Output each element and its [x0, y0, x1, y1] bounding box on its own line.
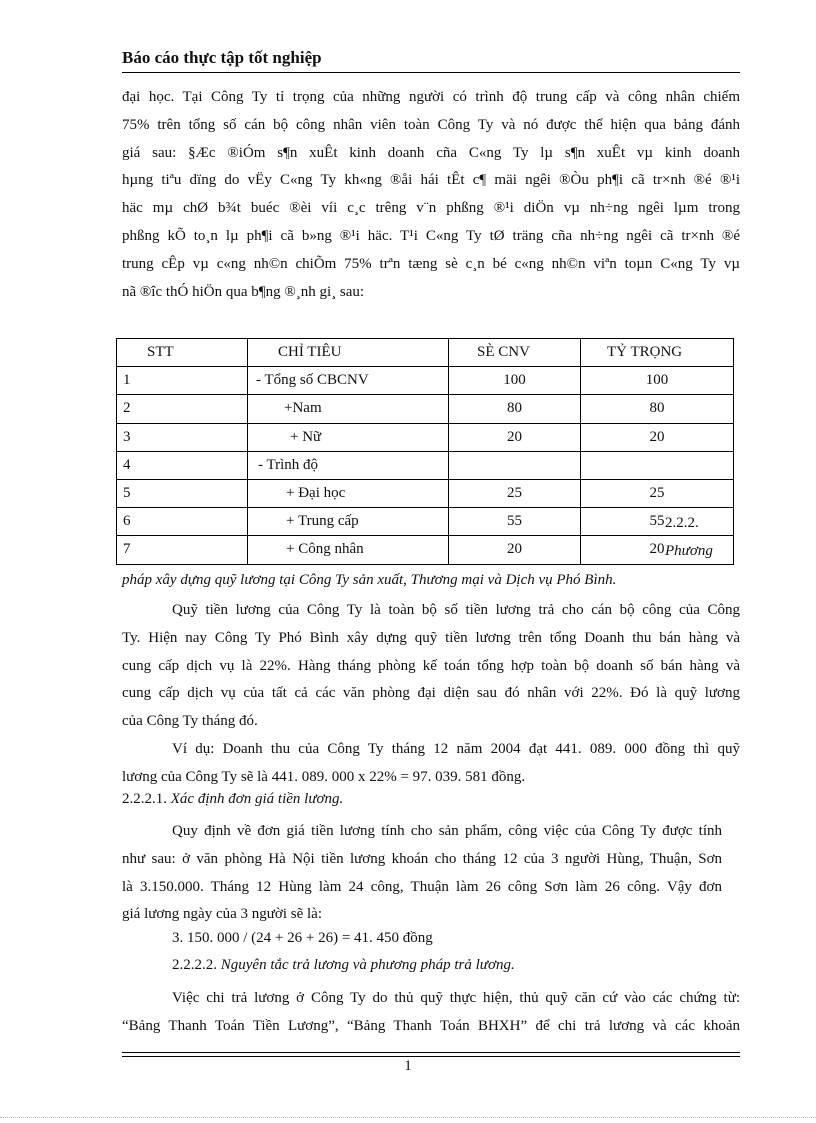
table-cell: 20: [449, 536, 581, 564]
table-cell: 5: [117, 479, 248, 507]
table-cell: 55: [449, 508, 581, 536]
table-cell: 20: [581, 536, 734, 564]
table-row: [117, 423, 734, 451]
table-cell: + Nữ: [248, 423, 449, 451]
footer-rule: [122, 1052, 740, 1053]
header-cell: CHỈ TIÊU: [248, 339, 449, 367]
table-cell: 20: [449, 423, 581, 451]
text-line: đại học. Tại Công Ty tỉ trọng của những người có trình độ trung cấp và công nhân chiếm: [122, 89, 740, 105]
text-line: hµng tiªu dïng do vËy C«ng Ty kh«ng ®åi hái tÊt c¶ mäi ngêi ®Òu ph¶i cã tr×nh ®é ®¹i: [122, 172, 740, 189]
text-line: cung cấp dịch vụ của tất cả các văn phòng đại diện sau đó nhân với 22%. Đó là quỹ lương: [122, 685, 740, 702]
text-line: häc mµ chØ b¾t buéc ®èi víi c¸c trêng v¨n phßng ®¹i diÖn vµ nh÷ng ngêi lµm trong: [122, 200, 740, 217]
table-cell: 25: [449, 479, 581, 507]
text-line: Ví dụ: Doanh thu của Công Ty tháng 12 năm 2004 đạt 441. 089. 000 đồng thì quỹ: [172, 741, 740, 757]
table-cell: 2: [117, 395, 248, 423]
text-line: là 3.150.000. Tháng 12 Hùng làm 24 công, Thuận làm 26 công Sơn làm 26 công. Vậy đơn: [122, 878, 722, 895]
table-row: [117, 536, 734, 564]
text-line: giá lương ngày của 3 người sẽ là:: [122, 906, 322, 923]
staff-structure-table: [116, 338, 734, 565]
subsection-title: Xác định đơn giá tiền lương.: [170, 791, 344, 807]
section-title-continued: pháp xây dựng quỹ lương tại Công Ty sản xuất, Thương mại và Dịch vụ Phó Bình.: [122, 572, 617, 588]
table-cell: + Trung cấp: [248, 508, 449, 536]
text-line: phßng kÕ to¸n lµ ph¶i cã b»ng ®¹i häc. T¹i C«ng Ty tØ träng cña nh÷ng ngêi cã tr×nh ®é: [122, 227, 740, 244]
table-cell: 80: [581, 395, 734, 423]
text-line: 75% trên tổng số cán bộ công nhân viên toàn Công Ty và nó được thể hiện qua bảng đánh: [122, 116, 740, 133]
subsection-number: 2.2.2.2.: [172, 957, 217, 973]
table-cell: 7: [117, 536, 248, 564]
page-number: 1: [404, 1058, 412, 1074]
table-row: [117, 508, 734, 536]
subsection-heading: [122, 791, 343, 808]
table-cell: 6: [117, 508, 248, 536]
paragraph-example: [122, 736, 740, 792]
header-rule: [122, 72, 740, 73]
text-line: giá sau: §Æc ®iÓm s¶n xuÊt kinh doanh cña C«ng Ty lµ s¶n xuÊt vµ kinh doanh: [122, 144, 740, 161]
table-cell: +Nam: [248, 395, 449, 423]
text-line: của Công Ty tháng đó.: [122, 713, 258, 730]
subsection-title: Nguyên tắc trả lương và phương pháp trả lương.: [220, 957, 515, 973]
table-row: [117, 479, 734, 507]
header-cell: SÈ CNV: [449, 339, 581, 367]
header-cell: STT: [117, 339, 248, 367]
text-line: nã ®îc thÓ hiÖn qua b¶ng ®¸nh gi¸ sau:: [122, 283, 365, 300]
text-line: “Bảng Thanh Toán Tiền Lương”, “Bảng Thanh Toán BHXH” để chi trả lương và các khoản: [122, 1017, 740, 1034]
section-title-part: Phương: [665, 543, 713, 559]
subsection-heading: [172, 957, 515, 974]
table-cell: 55: [581, 508, 734, 536]
table-cell: 100: [449, 367, 581, 395]
formula-line: 3. 150. 000 / (24 + 26 + 26) = 41. 450 đồng: [172, 930, 433, 946]
table-cell: 3: [117, 423, 248, 451]
table-header-row: [117, 339, 734, 367]
table-cell: [581, 451, 734, 479]
paragraph-payment: [122, 985, 740, 1041]
text-line: trung cÊp vµ c«ng nh©n chiÕm 75% trªn tæng sè c¸n bé c«ng nh©n viªn toµn C«ng Ty vµ: [122, 255, 740, 272]
paragraph-salary-fund: [122, 597, 740, 736]
text-line: Quỹ tiền lương của Công Ty là toàn bộ số tiền lương trả cho cán bộ công của Công: [172, 602, 740, 618]
table-cell: 1: [117, 367, 248, 395]
text-line: cung cấp dịch vụ là 22%. Hàng tháng phòng kế toán tổng hợp toàn bộ doanh số bán hàng và: [122, 657, 740, 674]
header-cell: TỶ TRỌNG: [581, 339, 734, 367]
text-line: Việc chi trả lương ở Công Ty do thủ quỹ thực hiện, thủ quỹ căn cứ vào các chứng từ:: [172, 990, 740, 1006]
table-row: [117, 451, 734, 479]
table-cell: + Công nhân: [248, 536, 449, 564]
text-line: Ty. Hiện nay Công Ty Phó Bình xây dựng quỹ tiền lương trên tổng Doanh thu bán hàng và: [122, 629, 740, 646]
table-cell: [449, 451, 581, 479]
table-cell: 25: [581, 479, 734, 507]
table-row: [117, 367, 734, 395]
table-cell: 100: [581, 367, 734, 395]
text-line: Quy định về đơn giá tiền lương tính cho sản phẩm, công việc của Công Ty được tính: [172, 823, 722, 839]
footer-rule: [122, 1056, 740, 1057]
table-cell: - Tổng số CBCNV: [248, 367, 449, 395]
page-header-title: Báo cáo thực tập tốt nghiệp: [122, 48, 322, 67]
table-cell: + Đại học: [248, 479, 449, 507]
paragraph-intro: [122, 84, 740, 306]
page-edge-dotted-line: [0, 1117, 816, 1118]
table-cell: - Trình độ: [248, 451, 449, 479]
table-row: [117, 395, 734, 423]
text-line: lương của Công Ty sẽ là 441. 089. 000 x 22% = 97. 039. 581 đồng.: [122, 768, 526, 785]
table-cell: 4: [117, 451, 248, 479]
section-number: 2.2.2.: [665, 515, 699, 531]
table-cell: 80: [449, 395, 581, 423]
table-cell: 20: [581, 423, 734, 451]
text-line: như sau: ở văn phòng Hà Nội tiền lương khoán cho tháng 12 của 3 người Hùng, Thuận, Sơn: [122, 850, 722, 867]
subsection-number: 2.2.2.1.: [122, 791, 167, 807]
paragraph-unit-price: [122, 818, 722, 929]
